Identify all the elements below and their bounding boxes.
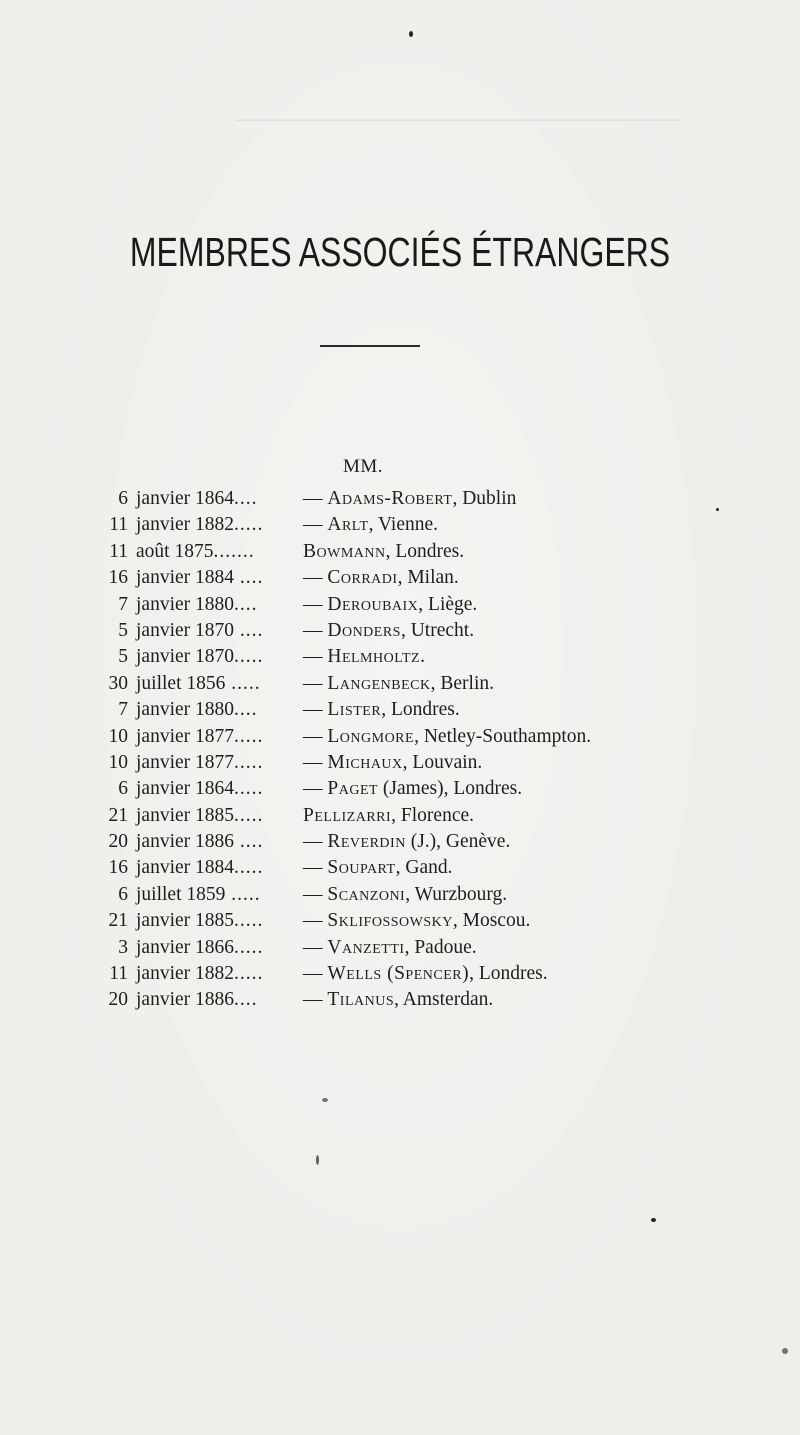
entry-place: , Milan. <box>397 567 459 589</box>
entry-leader-dots: ..... <box>234 514 264 536</box>
entry-place: , Louvain. <box>402 751 483 773</box>
entry-place: , Vienne. <box>368 514 439 536</box>
entry-leader-dots: ..... <box>234 646 264 668</box>
entry-dash: — <box>303 989 328 1011</box>
entry-date <box>136 829 263 855</box>
entry-member <box>303 776 522 802</box>
entry-date-text: juillet 1856 <box>136 672 226 694</box>
entry-place: , Londres. <box>385 540 465 562</box>
entry-dash: — <box>303 725 328 747</box>
entry-date <box>136 565 263 591</box>
list-item <box>0 592 800 618</box>
entry-date <box>136 908 263 934</box>
entry-place: , Netley-Southampton. <box>414 725 592 747</box>
entry-day: 11 <box>109 514 128 536</box>
entry-dash: — <box>303 910 328 932</box>
entry-dash: — <box>303 831 328 853</box>
entry-day: 10 <box>108 725 128 747</box>
entry-date-text: janvier 1885 <box>136 804 235 826</box>
entry-member <box>303 750 482 776</box>
entry-name: Scanzoni <box>327 883 406 905</box>
entry-day: 10 <box>108 751 128 773</box>
entry-place: , Padoue. <box>404 936 477 958</box>
list-item <box>0 776 800 802</box>
section-heading: MM. <box>343 456 384 477</box>
member-list <box>0 486 800 1014</box>
entry-place: , Amsterdan. <box>394 989 494 1011</box>
entry-date-text: janvier 1864 <box>136 778 235 800</box>
entry-place: , Moscou. <box>452 910 531 932</box>
entry-member <box>303 512 438 538</box>
list-item <box>0 512 800 538</box>
entry-dash: — <box>303 963 328 985</box>
entry-member <box>303 882 507 908</box>
list-item <box>0 486 800 512</box>
entry-name: Adams-Robert <box>327 488 453 509</box>
entry-date <box>136 961 263 987</box>
entry-dash: — <box>303 646 328 668</box>
list-item <box>0 829 800 855</box>
entry-name: Arlt <box>327 514 369 536</box>
entry-date-text: janvier 1886 <box>136 831 235 853</box>
entry-name: Bowmann <box>303 540 386 562</box>
entry-date <box>136 592 258 618</box>
entry-day: 3 <box>118 936 128 958</box>
entry-date-text: janvier 1880 <box>136 593 235 615</box>
entry-leader-dots: ..... <box>234 910 264 932</box>
entry-name: Donders <box>327 619 401 641</box>
entry-name: Soupart <box>327 857 396 879</box>
entry-name: Corradi <box>327 567 398 589</box>
entry-date-text: janvier 1877 <box>136 725 235 747</box>
entry-day: 5 <box>118 619 128 641</box>
entry-date-text: janvier 1884 <box>136 857 235 879</box>
entry-date-text: janvier 1882 <box>136 514 235 536</box>
entry-place: , Gand. <box>395 857 453 879</box>
entry-date-text: janvier 1885 <box>136 910 235 932</box>
list-item <box>0 565 800 591</box>
entry-day: 6 <box>118 778 128 800</box>
entry-name: Helmholtz <box>327 646 421 668</box>
entry-name: Michaux <box>327 751 403 773</box>
entry-name: Reverdin <box>327 831 406 853</box>
list-item <box>0 644 800 670</box>
entry-day: 30 <box>108 672 128 694</box>
entry-name: Wells (Spencer) <box>327 963 470 985</box>
entry-date-text: janvier 1884 <box>136 567 235 589</box>
entry-member <box>303 935 477 961</box>
ink-speck <box>409 31 413 37</box>
entry-place: (J.), Genève. <box>405 831 511 853</box>
entry-leader-dots: ..... <box>225 672 261 694</box>
entry-date <box>136 512 263 538</box>
entry-dash: — <box>303 857 328 879</box>
entry-place: , Dublin <box>452 488 517 509</box>
entry-name: Vanzetti <box>327 936 405 958</box>
entry-date <box>136 539 255 565</box>
entry-leader-dots: ..... <box>234 936 264 958</box>
bleed-through-text: ───────────────────────────────── <box>235 110 680 131</box>
ink-speck <box>322 1098 328 1102</box>
entry-date-text: juillet 1859 <box>136 883 226 905</box>
list-item <box>0 539 800 565</box>
entry-member <box>303 961 548 987</box>
entry-dash: — <box>303 619 328 641</box>
entry-place: , Wurzbourg. <box>405 883 508 905</box>
entry-dash: — <box>303 751 328 773</box>
entry-member <box>303 987 493 1013</box>
entry-date-text: janvier 1866 <box>136 936 235 958</box>
entry-day: 7 <box>118 593 128 615</box>
list-item <box>0 724 800 750</box>
entry-date-text: août 1875 <box>136 540 214 562</box>
page-title: MEMBRES ASSOCIÉS ÉTRANGERS <box>129 229 671 275</box>
entry-place: . <box>420 646 425 668</box>
ink-speck <box>782 1348 788 1354</box>
entry-leader-dots: ..... <box>234 751 264 773</box>
list-item <box>0 908 800 934</box>
entry-place: , Berlin. <box>430 672 494 694</box>
entry-dash: — <box>303 672 328 694</box>
entry-day: 20 <box>108 831 128 853</box>
entry-date <box>136 935 263 961</box>
entry-day: 11 <box>109 540 128 562</box>
entry-dash: — <box>303 699 328 721</box>
entry-leader-dots: .... <box>234 567 264 589</box>
entry-dash: — <box>303 936 328 958</box>
entry-date-text: janvier 1864 <box>136 488 235 509</box>
entry-day: 7 <box>118 699 128 721</box>
list-item <box>0 961 800 987</box>
entry-dash: — <box>303 488 328 509</box>
ink-speck <box>316 1155 319 1165</box>
entry-member <box>303 855 452 881</box>
entry-leader-dots: .... <box>234 593 258 615</box>
entry-member <box>303 592 477 618</box>
list-item <box>0 882 800 908</box>
entry-date <box>136 776 263 802</box>
entry-member <box>303 671 494 697</box>
entry-leader-dots: ..... <box>225 883 261 905</box>
entry-member <box>303 565 459 591</box>
entry-date <box>136 987 258 1013</box>
entry-day: 5 <box>118 646 128 668</box>
entry-day: 16 <box>108 857 128 879</box>
entry-leader-dots: ..... <box>234 857 264 879</box>
entry-leader-dots: ..... <box>234 725 264 747</box>
entry-leader-dots: .... <box>234 699 258 721</box>
entry-place: , Utrecht. <box>400 619 475 641</box>
entry-date <box>136 882 261 908</box>
entry-date <box>136 724 263 750</box>
entry-date <box>136 671 261 697</box>
entry-member <box>303 539 464 565</box>
list-item <box>0 750 800 776</box>
entry-name: Pellizarri <box>303 804 392 826</box>
list-item <box>0 671 800 697</box>
entry-date-text: janvier 1870 <box>136 646 235 668</box>
entry-name: Tilanus <box>327 989 395 1011</box>
entry-leader-dots: ..... <box>234 963 264 985</box>
entry-dash: — <box>303 593 328 615</box>
entry-date <box>136 618 263 644</box>
entry-day: 21 <box>108 910 128 932</box>
list-item <box>0 855 800 881</box>
entry-date <box>136 644 263 670</box>
entry-dash: — <box>303 883 328 905</box>
entry-date <box>136 750 263 776</box>
entry-date-text: janvier 1877 <box>136 751 235 773</box>
entry-date <box>136 855 263 881</box>
entry-day: 6 <box>118 488 128 509</box>
entry-leader-dots: ....... <box>213 540 255 562</box>
entry-date-text: janvier 1870 <box>136 619 235 641</box>
entry-member <box>303 486 516 512</box>
entry-place: , Liège. <box>418 593 478 615</box>
entry-day: 20 <box>108 989 128 1011</box>
entry-place: , Londres. <box>469 963 548 985</box>
list-item <box>0 935 800 961</box>
entry-date <box>136 803 263 829</box>
entry-dash: — <box>303 778 328 800</box>
entry-day: 6 <box>118 883 128 905</box>
entry-member <box>303 803 474 829</box>
entry-date <box>136 697 258 723</box>
entry-date-text: janvier 1882 <box>136 963 235 985</box>
entry-member <box>303 644 425 670</box>
entry-date-text: janvier 1880 <box>136 699 235 721</box>
entry-member <box>303 697 460 723</box>
list-item <box>0 987 800 1013</box>
entry-day: 16 <box>108 567 128 589</box>
list-item <box>0 803 800 829</box>
entry-member <box>303 908 530 934</box>
entry-name: Paget <box>327 778 379 800</box>
entry-name: Longmore <box>327 725 415 747</box>
ink-speck <box>716 508 719 511</box>
entry-name: Lister <box>327 699 382 721</box>
entry-member <box>303 618 474 644</box>
entry-date <box>136 486 258 512</box>
entry-name: Deroubaix <box>327 593 419 615</box>
entry-day: 11 <box>109 963 128 985</box>
entry-member <box>303 829 510 855</box>
entry-leader-dots: ..... <box>234 778 264 800</box>
entry-name: Langenbeck <box>327 672 431 694</box>
entry-dash: — <box>303 567 328 589</box>
entry-member <box>303 724 591 750</box>
entry-leader-dots: ..... <box>234 804 264 826</box>
entry-place: , Florence. <box>391 804 475 826</box>
ink-speck <box>651 1218 656 1222</box>
entry-place: , Londres. <box>381 699 460 721</box>
title-rule <box>320 345 420 347</box>
entry-name: Sklifossowsky <box>327 910 453 932</box>
entry-day: 21 <box>108 804 128 826</box>
entry-place: (James), Londres. <box>378 778 523 800</box>
entry-date-text: janvier 1886 <box>136 989 235 1011</box>
entry-leader-dots: .... <box>234 488 258 509</box>
list-item <box>0 697 800 723</box>
list-item <box>0 618 800 644</box>
entry-leader-dots: .... <box>234 989 258 1011</box>
entry-dash: — <box>303 514 328 536</box>
entry-leader-dots: .... <box>234 831 264 853</box>
entry-leader-dots: .... <box>234 619 264 641</box>
